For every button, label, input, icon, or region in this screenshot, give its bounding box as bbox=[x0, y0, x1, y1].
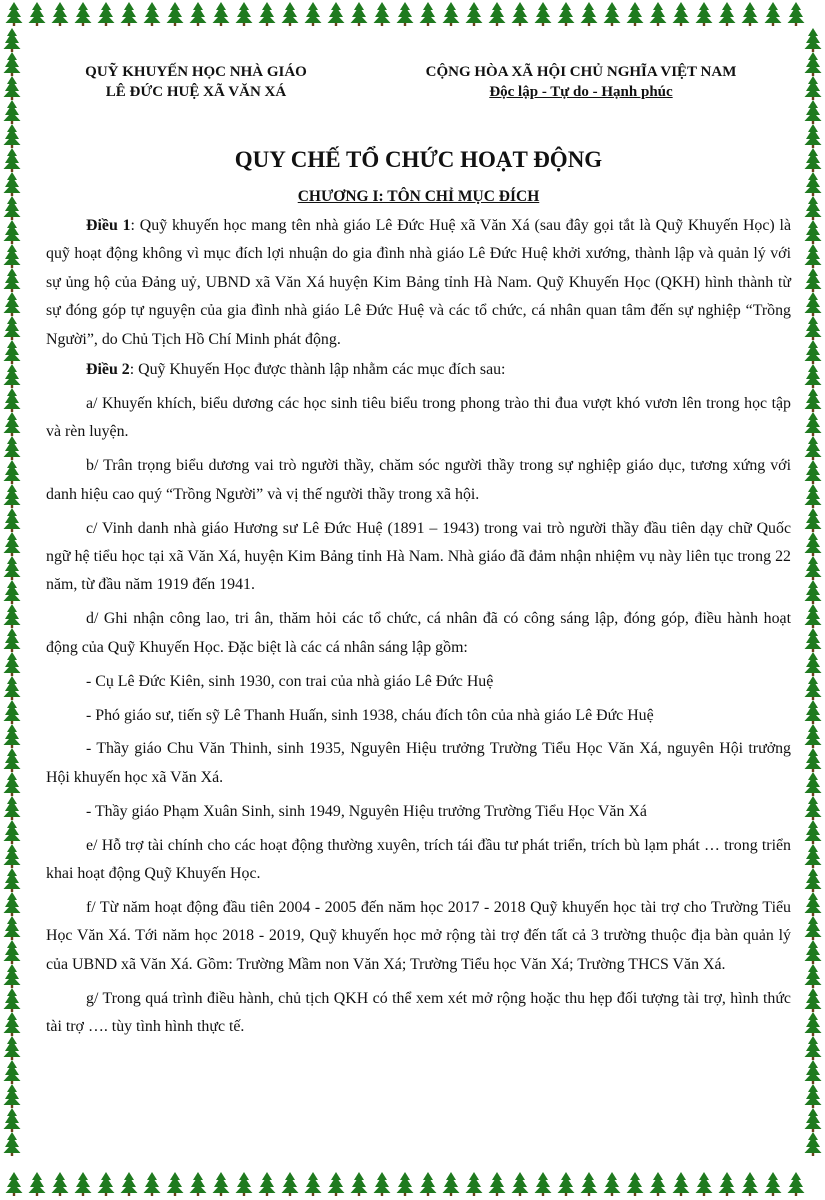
tree-icon bbox=[581, 1172, 598, 1196]
tree-icon bbox=[4, 76, 21, 100]
article-1 bbox=[46, 212, 791, 354]
tree-icon bbox=[420, 2, 437, 26]
tree-icon bbox=[4, 700, 21, 724]
article-2 bbox=[46, 356, 791, 384]
founder-item: - Thầy giáo Phạm Xuân Sinh, sinh 1949, Nguyên Hiệu trưởng Trường Tiểu Học Văn Xá bbox=[86, 802, 647, 820]
tree-icon bbox=[805, 892, 822, 916]
tree-icon bbox=[4, 292, 21, 316]
tree-icon bbox=[581, 2, 598, 26]
tree-icon bbox=[75, 1172, 92, 1196]
founder-item: - Cụ Lê Đức Kiên, sinh 1930, con trai của nhà giáo Lê Đức Huệ bbox=[86, 672, 494, 690]
tree-icon bbox=[4, 1012, 21, 1036]
tree-icon bbox=[6, 2, 23, 26]
tree-icon bbox=[805, 1084, 822, 1108]
article-2-label: Điều 2 bbox=[86, 361, 130, 379]
tree-icon bbox=[4, 940, 21, 964]
tree-icon bbox=[282, 2, 299, 26]
clause-e: e/ Hỗ trợ tài chính cho các hoạt động thường xuyên, trích tái đầu tư phát triển, trích bù lạm phát … trong triển khai hoạt động Quỹ Khuyến Học. bbox=[46, 836, 791, 883]
tree-icon bbox=[305, 1172, 322, 1196]
tree-icon bbox=[4, 364, 21, 388]
tree-icon bbox=[167, 2, 184, 26]
tree-icon bbox=[805, 1060, 822, 1084]
tree-icon bbox=[4, 772, 21, 796]
tree-icon bbox=[144, 1172, 161, 1196]
tree-icon bbox=[4, 460, 21, 484]
tree-icon bbox=[805, 988, 822, 1012]
tree-icon bbox=[6, 1172, 23, 1196]
tree-icon bbox=[52, 2, 69, 26]
document-body bbox=[46, 212, 791, 1041]
tree-icon bbox=[805, 52, 822, 76]
document-header bbox=[46, 62, 791, 102]
tree-icon bbox=[4, 604, 21, 628]
tree-icon bbox=[397, 1172, 414, 1196]
tree-icon bbox=[328, 1172, 345, 1196]
tree-icon bbox=[236, 1172, 253, 1196]
tree-icon bbox=[805, 724, 822, 748]
tree-icon bbox=[719, 1172, 736, 1196]
tree-icon bbox=[4, 508, 21, 532]
clause-g: g/ Trong quá trình điều hành, chủ tịch QKH có thể xem xét mở rộng hoặc thu hẹp đối tượng tài trợ, hình thức tài trợ …. tùy tình hình thực tế. bbox=[46, 989, 791, 1036]
tree-icon bbox=[805, 532, 822, 556]
tree-icon bbox=[4, 388, 21, 412]
tree-icon bbox=[4, 916, 21, 940]
tree-icon bbox=[805, 508, 822, 532]
tree-icon bbox=[535, 2, 552, 26]
tree-icon bbox=[489, 2, 506, 26]
chapter-heading: CHƯƠNG I: TÔN CHỈ MỤC ĐÍCH bbox=[297, 188, 540, 205]
tree-icon bbox=[282, 1172, 299, 1196]
tree-icon bbox=[4, 652, 21, 676]
tree-icon bbox=[805, 844, 822, 868]
tree-icon bbox=[696, 2, 713, 26]
tree-icon bbox=[805, 388, 822, 412]
tree-icon bbox=[121, 2, 138, 26]
tree-icon bbox=[558, 2, 575, 26]
article-1-label: Điều 1 bbox=[86, 217, 131, 234]
tree-icon bbox=[805, 292, 822, 316]
tree-icon bbox=[4, 436, 21, 460]
organization-name-line1: QUỸ KHUYẾN HỌC NHÀ GIÁO bbox=[85, 64, 307, 80]
tree-icon bbox=[805, 916, 822, 940]
tree-icon bbox=[420, 1172, 437, 1196]
tree-icon bbox=[443, 1172, 460, 1196]
tree-icon bbox=[4, 1108, 21, 1132]
tree-icon bbox=[397, 2, 414, 26]
tree-icon bbox=[805, 484, 822, 508]
tree-icon bbox=[374, 2, 391, 26]
tree-icon bbox=[805, 604, 822, 628]
tree-icon bbox=[805, 700, 822, 724]
tree-icon bbox=[144, 2, 161, 26]
tree-icon bbox=[805, 772, 822, 796]
tree-icon bbox=[805, 556, 822, 580]
tree-icon bbox=[805, 28, 822, 52]
tree-icon bbox=[805, 220, 822, 244]
tree-icon bbox=[466, 1172, 483, 1196]
tree-icon bbox=[4, 412, 21, 436]
tree-icon bbox=[167, 1172, 184, 1196]
clause-b: b/ Trân trọng biểu dương vai trò người thầy, chăm sóc người thầy trong sự nghiệp giáo dục, tương xứng với danh hiệu cao quý “Trồng Người” và vị thế người thầy trong xã hội. bbox=[46, 457, 791, 503]
tree-icon bbox=[4, 28, 21, 52]
tree-icon bbox=[673, 1172, 690, 1196]
tree-icon bbox=[805, 364, 822, 388]
tree-icon bbox=[328, 2, 345, 26]
tree-icon bbox=[788, 2, 805, 26]
document-title: QUY CHẾ TỔ CHỨC HOẠT ĐỘNG bbox=[234, 147, 603, 172]
tree-icon bbox=[805, 868, 822, 892]
tree-icon bbox=[4, 1084, 21, 1108]
tree-icon bbox=[4, 580, 21, 604]
tree-icon bbox=[466, 2, 483, 26]
tree-icon bbox=[805, 100, 822, 124]
tree-icon bbox=[4, 988, 21, 1012]
clause-d: d/ Ghi nhận công lao, tri ân, thăm hỏi các tổ chức, cá nhân đã có công sáng lập, đóng góp, điều hành hoạt động của Quỹ Khuyến Học. Đặc biệt là các cá nhân sáng lập gồm: bbox=[46, 610, 791, 656]
tree-icon bbox=[673, 2, 690, 26]
tree-icon bbox=[489, 1172, 506, 1196]
tree-icon bbox=[805, 268, 822, 292]
tree-icon bbox=[121, 1172, 138, 1196]
tree-icon bbox=[805, 796, 822, 820]
tree-icon bbox=[4, 172, 21, 196]
tree-icon bbox=[765, 1172, 782, 1196]
tree-icon bbox=[805, 460, 822, 484]
tree-icon bbox=[351, 1172, 368, 1196]
tree-icon bbox=[351, 2, 368, 26]
tree-icon bbox=[719, 2, 736, 26]
tree-icon bbox=[213, 2, 230, 26]
tree-icon bbox=[190, 1172, 207, 1196]
tree-icon bbox=[4, 748, 21, 772]
tree-icon bbox=[604, 2, 621, 26]
tree-icon bbox=[805, 244, 822, 268]
tree-icon bbox=[805, 76, 822, 100]
tree-icon bbox=[650, 1172, 667, 1196]
tree-icon bbox=[4, 100, 21, 124]
tree-icon bbox=[190, 2, 207, 26]
tree-icon bbox=[4, 268, 21, 292]
tree-icon bbox=[305, 2, 322, 26]
tree-icon bbox=[4, 796, 21, 820]
tree-icon bbox=[805, 940, 822, 964]
tree-icon bbox=[805, 412, 822, 436]
national-motto-block bbox=[371, 62, 791, 102]
tree-icon bbox=[627, 2, 644, 26]
tree-icon bbox=[805, 148, 822, 172]
tree-icon bbox=[650, 2, 667, 26]
tree-icon bbox=[805, 580, 822, 604]
tree-icon bbox=[4, 676, 21, 700]
tree-icon bbox=[535, 1172, 552, 1196]
tree-icon bbox=[805, 436, 822, 460]
tree-icon bbox=[4, 340, 21, 364]
tree-icon bbox=[805, 1132, 822, 1156]
founder-item: - Phó giáo sư, tiến sỹ Lê Thanh Huấn, sinh 1938, cháu đích tôn của nhà giáo Lê Đức Huệ bbox=[86, 706, 654, 724]
tree-icon bbox=[696, 1172, 713, 1196]
tree-icon bbox=[98, 2, 115, 26]
clause-f: f/ Từ năm hoạt động đầu tiên 2004 - 2005 đến năm học 2017 - 2018 Quỹ khuyến học tài trợ cho Trường Tiểu Học Văn Xá. Tới năm học 2018 - 2019, Quỹ khuyến học mở rộng tài trợ đến tất cả 3 trường thuộc địa bàn quản lý của UBND xã Văn Xá. Gồm: Trường Mầm non Văn Xá; Trường Tiểu học Văn Xá; Trường THCS Văn Xá. bbox=[46, 898, 791, 973]
national-name: CỘNG HÒA XÃ HỘI CHỦ NGHĨA VIỆT NAM bbox=[425, 64, 737, 80]
tree-icon bbox=[805, 316, 822, 340]
tree-icon bbox=[805, 196, 822, 220]
tree-icon bbox=[213, 1172, 230, 1196]
tree-icon bbox=[4, 724, 21, 748]
clause-a: a/ Khuyến khích, biểu dương các học sinh tiêu biểu trong phong trào thi đua vượt khó vươn lên trong học tập và rèn luyện. bbox=[46, 394, 791, 441]
tree-icon bbox=[4, 820, 21, 844]
tree-icon bbox=[4, 148, 21, 172]
tree-icon bbox=[4, 484, 21, 508]
tree-icon bbox=[805, 1036, 822, 1060]
tree-icon bbox=[4, 220, 21, 244]
tree-icon bbox=[805, 964, 822, 988]
tree-icon bbox=[512, 1172, 529, 1196]
tree-icon bbox=[4, 1036, 21, 1060]
organization-name-line2: LÊ ĐỨC HUỆ XÃ VĂN XÁ bbox=[105, 84, 287, 100]
tree-icon bbox=[765, 2, 782, 26]
tree-icon bbox=[259, 1172, 276, 1196]
national-motto: Độc lập - Tự do - Hạnh phúc bbox=[489, 84, 673, 100]
article-1-text: : Quỹ khuyến học mang tên nhà giáo Lê Đức Huệ xã Văn Xá (sau đây gọi tắt là Quỹ Khuyến Học) là quỹ hoạt động không vì mục đích lợi nhuận do gia đình nhà giáo Lê Đức Huệ khởi xướng, thành lập và quản lý với sự ủng hộ của Đảng uỷ, UBND xã Văn Xá huyện Kim Bảng tỉnh Hà Nam. Quỹ Khuyến Học (QKH) hình thành từ sự đóng góp tự nguyện của gia đình nhà giáo Lê Đức Huệ và các tổ chức, cá nhân quan tâm đến sự nghiệp “Trồng Người”, do Chủ Tịch Hồ Chí Minh phát động. bbox=[46, 217, 792, 348]
tree-icon bbox=[4, 556, 21, 580]
tree-icon bbox=[788, 1172, 805, 1196]
tree-icon bbox=[98, 1172, 115, 1196]
tree-icon bbox=[805, 820, 822, 844]
tree-icon bbox=[4, 628, 21, 652]
tree-icon bbox=[805, 1108, 822, 1132]
tree-icon bbox=[29, 1172, 46, 1196]
tree-icon bbox=[29, 2, 46, 26]
tree-icon bbox=[604, 1172, 621, 1196]
tree-icon bbox=[742, 1172, 759, 1196]
tree-icon bbox=[443, 2, 460, 26]
tree-icon bbox=[4, 868, 21, 892]
tree-icon bbox=[805, 172, 822, 196]
tree-icon bbox=[4, 1060, 21, 1084]
tree-icon bbox=[4, 844, 21, 868]
tree-icon bbox=[805, 748, 822, 772]
tree-icon bbox=[805, 124, 822, 148]
tree-icon bbox=[52, 1172, 69, 1196]
tree-icon bbox=[4, 52, 21, 76]
organization-block bbox=[46, 62, 346, 102]
tree-icon bbox=[374, 1172, 391, 1196]
document-page bbox=[46, 62, 791, 1047]
tree-icon bbox=[4, 1132, 21, 1156]
tree-icon bbox=[4, 892, 21, 916]
tree-icon bbox=[805, 652, 822, 676]
founder-item: - Thầy giáo Chu Văn Thinh, sinh 1935, Nguyên Hiệu trưởng Trường Tiểu Học Văn Xá, nguyên Hội trưởng Hội khuyến học xã Văn Xá. bbox=[46, 740, 791, 786]
tree-icon bbox=[512, 2, 529, 26]
tree-icon bbox=[75, 2, 92, 26]
tree-icon bbox=[4, 244, 21, 268]
tree-icon bbox=[627, 1172, 644, 1196]
tree-icon bbox=[259, 2, 276, 26]
tree-icon bbox=[805, 628, 822, 652]
tree-icon bbox=[805, 1012, 822, 1036]
tree-icon bbox=[4, 532, 21, 556]
tree-icon bbox=[4, 964, 21, 988]
tree-icon bbox=[4, 316, 21, 340]
tree-icon bbox=[805, 340, 822, 364]
tree-icon bbox=[4, 196, 21, 220]
article-2-text: : Quỹ Khuyến Học được thành lập nhằm các mục đích sau: bbox=[129, 361, 506, 379]
tree-icon bbox=[558, 1172, 575, 1196]
clause-c: c/ Vinh danh nhà giáo Hương sư Lê Đức Huệ (1891 – 1943) trong vai trò người thầy đầu tiên dạy chữ Quốc ngữ hệ tiểu học tại xã Văn Xá, huyện Kim Bảng tỉnh Hà Nam. Nhà giáo đã đảm nhận nhiệm vụ này liên tục trong 22 năm, từ đầu năm 1919 đến 1941. bbox=[46, 519, 791, 594]
tree-icon bbox=[742, 2, 759, 26]
tree-icon bbox=[236, 2, 253, 26]
tree-icon bbox=[805, 676, 822, 700]
tree-icon bbox=[4, 124, 21, 148]
